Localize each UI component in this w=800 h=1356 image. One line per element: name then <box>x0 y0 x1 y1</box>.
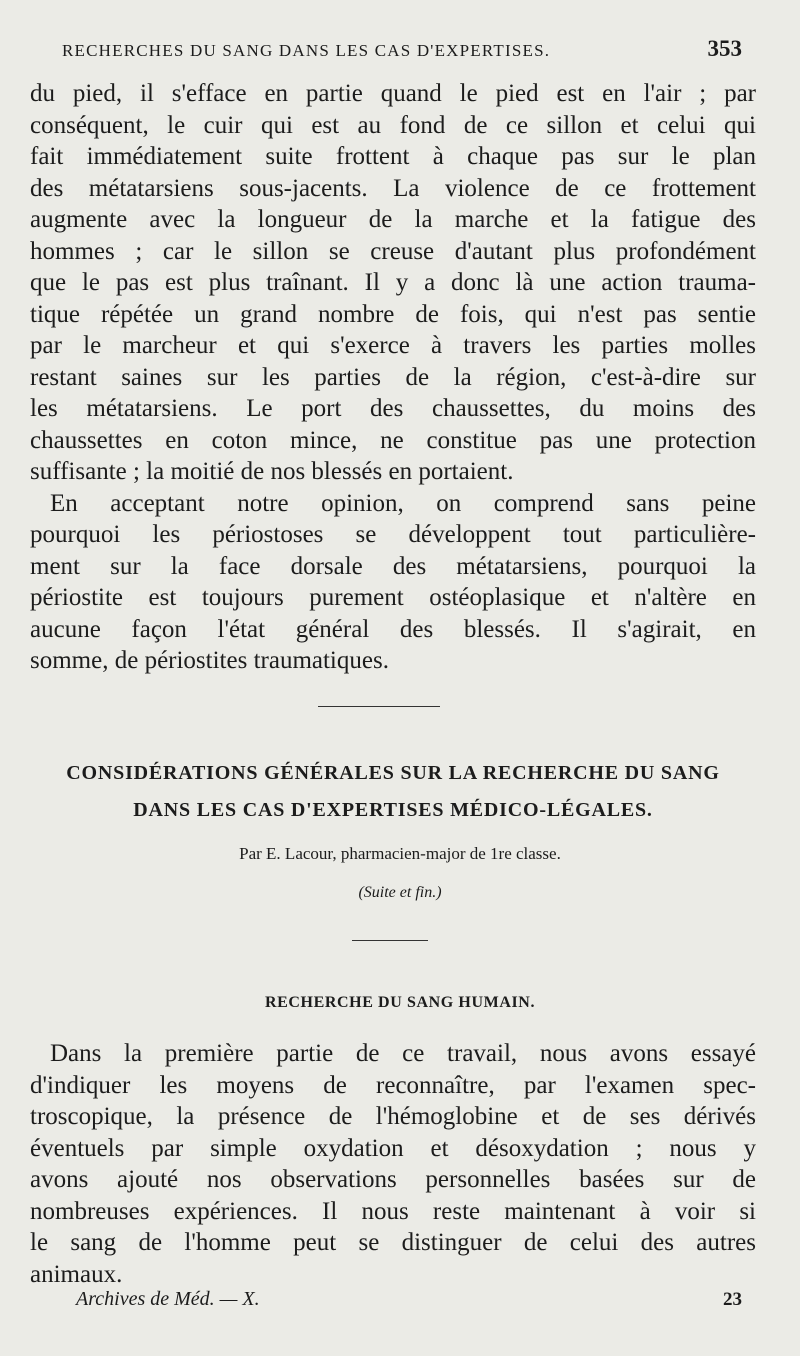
text-line: le sang de l'homme peut se distinguer de celui des autres <box>30 1229 756 1256</box>
text-line: du pied, il s'efface en partie quand le pied est en l'air ; par <box>30 80 756 107</box>
text-line: somme, de périostites traumatiques. <box>30 647 389 674</box>
running-head-title: RECHERCHES DU SANG DANS LES CAS D'EXPERTISES. <box>62 41 551 60</box>
text-line: tique répétée un grand nombre de fois, qui n'est pas sentie <box>30 300 756 328</box>
text-line: chaussettes en coton mince, ne constitue pas une protection <box>30 426 756 454</box>
journal-reference: Archives de Méd. — X. <box>76 1288 260 1310</box>
subsection-heading: RECHERCHE DU SANG HUMAIN. <box>264 994 536 1011</box>
text-line: aucune façon l'état général des blessés. Il s'agirait, en <box>30 615 756 643</box>
running-head <box>62 36 742 62</box>
text-line: suffisante ; la moitié de nos blessés en portaient. <box>30 458 514 485</box>
continued-note: (Suite et fin.) <box>358 884 442 901</box>
text-line: d'indiquer les moyens de reconnaître, par l'examen spec- <box>30 1071 756 1099</box>
text-line: nombreuses expériences. Il nous reste maintenant à voir si <box>30 1197 756 1225</box>
page-footer <box>76 1288 742 1311</box>
text-line: hommes ; car le sillon se creuse d'autant plus profondément <box>30 237 756 265</box>
text-line: En acceptant notre opinion, on comprend sans peine <box>50 489 756 517</box>
text-line: des métatarsiens sous-jacents. La violence de ce frottement <box>30 174 756 202</box>
page-number: 353 <box>707 36 742 61</box>
author-byline: Par E. Lacour, pharmacien-major de 1re classe. <box>239 844 561 863</box>
signature-mark: 23 <box>723 1289 742 1310</box>
paragraph-intro <box>30 1038 756 1290</box>
text-line: fait immédiatement suite frottent à chaque pas sur le plan <box>30 143 756 170</box>
paragraph-continued <box>30 78 756 677</box>
text-line: animaux. <box>30 1260 123 1288</box>
text-line: périostite est toujours purement ostéoplasique et n'altère en <box>30 584 756 611</box>
text-line: Dans la première partie de ce travail, nous avons essayé <box>50 1040 756 1067</box>
subsection-divider <box>352 940 428 941</box>
text-line: éventuels par simple oxydation et désoxydation ; nous y <box>30 1134 756 1162</box>
text-line: conséquent, le cuir qui est au fond de ce sillon et celui qui <box>30 111 756 139</box>
section-divider <box>318 706 440 707</box>
text-line: les métatarsiens. Le port des chaussettes, du moins des <box>30 395 756 422</box>
text-line: par le marcheur et qui s'exerce à travers les parties molles <box>30 332 756 359</box>
text-line: avons ajouté nos observations personnelles basées sur de <box>30 1166 756 1193</box>
text-line: troscopique, la présence de l'hémoglobine et de ses dérivés <box>30 1103 756 1130</box>
article-title-line-1: CONSIDÉRATIONS GÉNÉRALES SUR LA RECHERCHE DU SANG <box>66 762 720 784</box>
text-line: augmente avec la longueur de la marche et la fatigue des <box>30 206 756 233</box>
article-title-line-2: DANS LES CAS D'EXPERTISES MÉDICO-LÉGALES. <box>133 799 653 821</box>
text-line: restant saines sur les parties de la région, c'est-à-dire sur <box>30 363 756 391</box>
text-line: que le pas est plus traînant. Il y a donc là une action trauma- <box>30 269 756 296</box>
text-line: pourquoi les périostoses se développent tout particulière- <box>30 521 756 548</box>
text-line: ment sur la face dorsale des métatarsiens, pourquoi la <box>30 552 756 580</box>
